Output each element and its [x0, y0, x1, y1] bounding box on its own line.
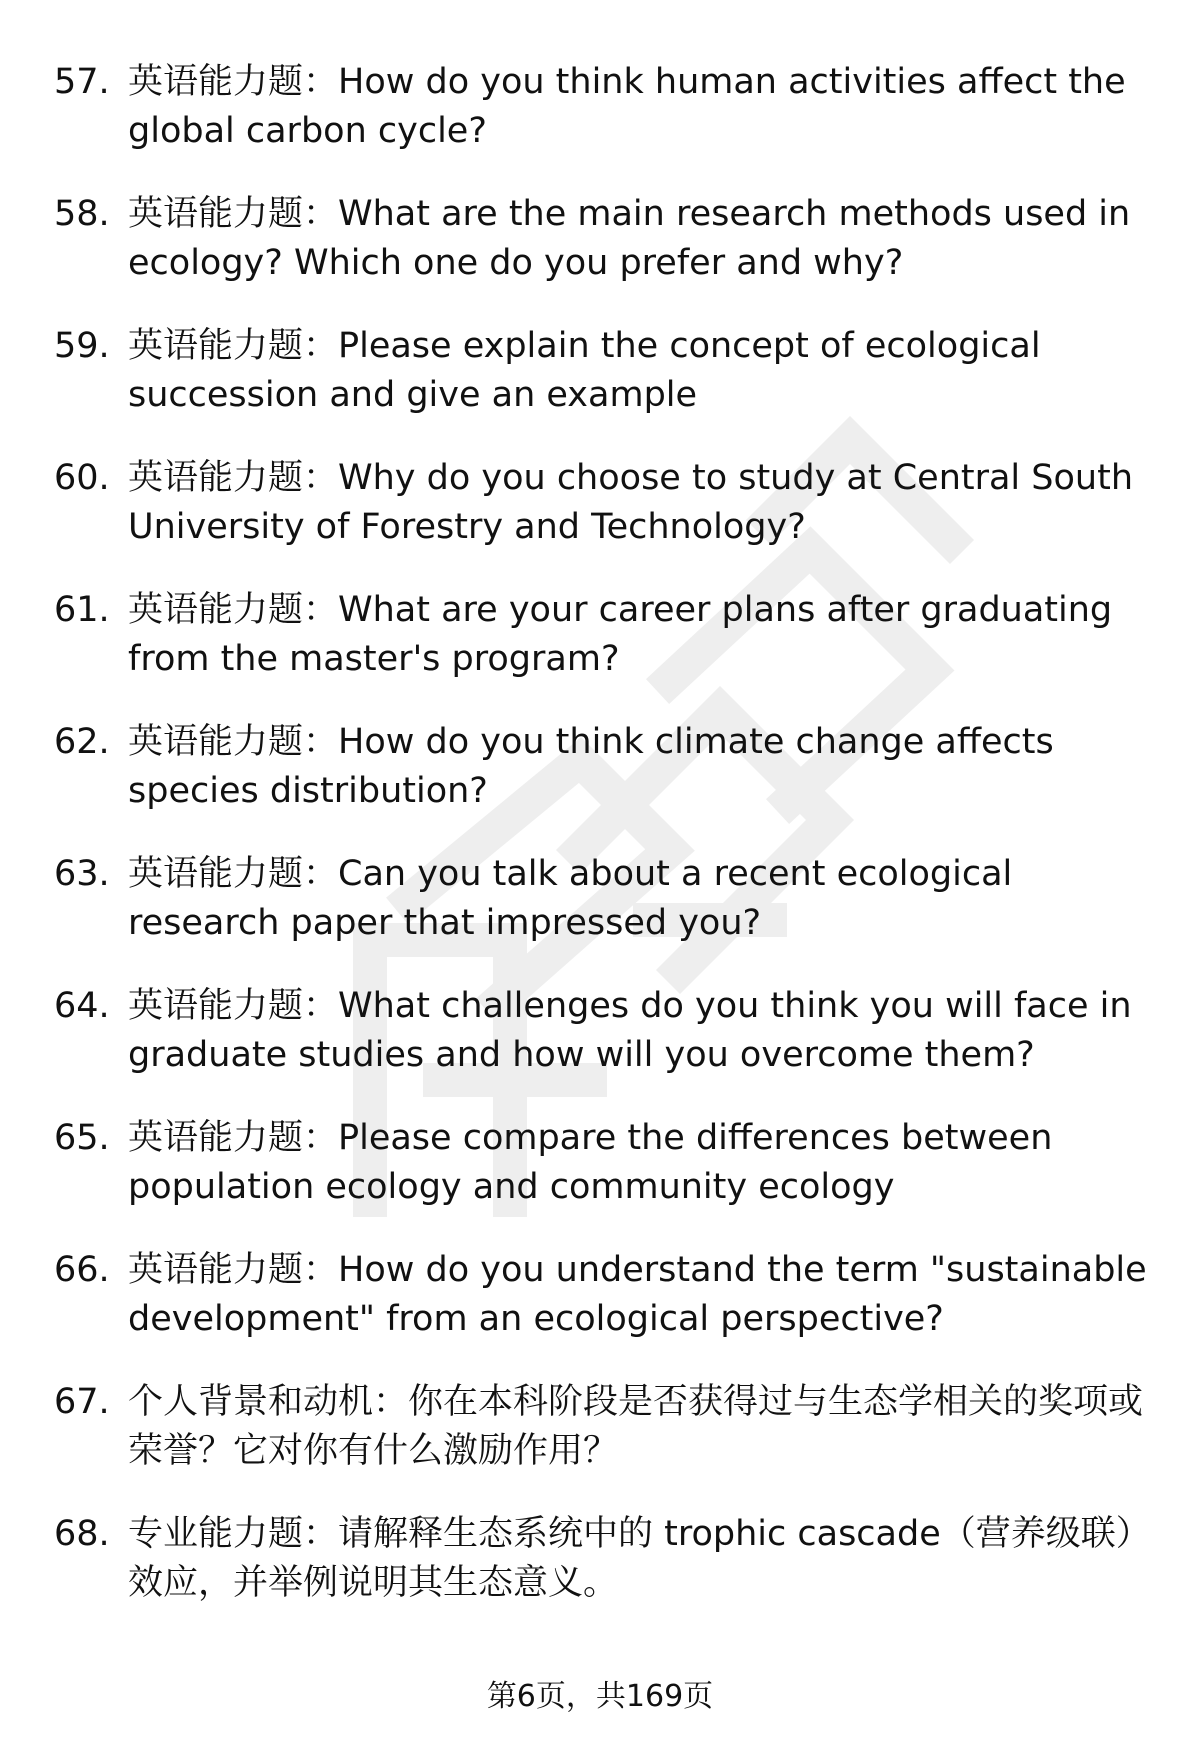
page-footer: 第6页，共169页	[486, 1679, 714, 1714]
question-text: 英语能力题：Can you talk about a recent ecological research paper that impressed you?	[128, 854, 1013, 943]
question-item	[54, 190, 1154, 322]
question-item	[54, 982, 1154, 1114]
question-item	[54, 718, 1154, 850]
question-number: 58.	[54, 194, 110, 234]
question-text: 英语能力题：What challenges do you think you will face in graduate studies and how will you overcome them?	[128, 986, 1132, 1075]
question-item	[54, 58, 1154, 190]
question-number: 61.	[54, 590, 110, 630]
question-item	[54, 322, 1154, 454]
question-item	[54, 1114, 1154, 1246]
question-number: 67.	[54, 1382, 110, 1422]
question-number: 66.	[54, 1250, 110, 1290]
question-item	[54, 586, 1154, 718]
question-number: 62.	[54, 722, 110, 762]
question-text: 英语能力题：How do you understand the term "sustainable development" from an ecological perspective?	[128, 1250, 1147, 1339]
question-text: 英语能力题：Please compare the differences between population ecology and community ecology	[128, 1118, 1053, 1207]
question-number: 57.	[54, 62, 110, 102]
question-number: 68.	[54, 1514, 110, 1554]
question-number: 63.	[54, 854, 110, 894]
question-text: 英语能力题：What are the main research methods used in ecology? Which one do you prefer and why?	[128, 194, 1131, 283]
question-item	[54, 1510, 1154, 1642]
question-item	[54, 1246, 1154, 1378]
question-text: 英语能力题：How do you think climate change affects species distribution?	[128, 722, 1054, 811]
question-number: 59.	[54, 326, 110, 366]
question-item	[54, 1378, 1154, 1510]
question-item	[54, 454, 1154, 586]
question-number: 60.	[54, 458, 110, 498]
question-text: 个人背景和动机：你在本科阶段是否获得过与生态学相关的奖项或荣誉？它对你有什么激励作用？	[128, 1382, 1144, 1471]
question-text: 英语能力题：What are your career plans after graduating from the master's program?	[128, 590, 1113, 679]
question-text: 英语能力题：Why do you choose to study at Central South University of Forestry and Technology?	[128, 458, 1134, 547]
question-text: 英语能力题：How do you think human activities affect the global carbon cycle?	[128, 62, 1126, 151]
question-number: 65.	[54, 1118, 110, 1158]
question-text: 英语能力题：Please explain the concept of ecological succession and give an example	[128, 326, 1041, 415]
question-text: 专业能力题：请解释生态系统中的 trophic cascade（营养级联）效应，并举例说明其生态意义。	[128, 1514, 1151, 1603]
question-item	[54, 850, 1154, 982]
question-list	[54, 58, 1154, 1642]
question-number: 64.	[54, 986, 110, 1026]
